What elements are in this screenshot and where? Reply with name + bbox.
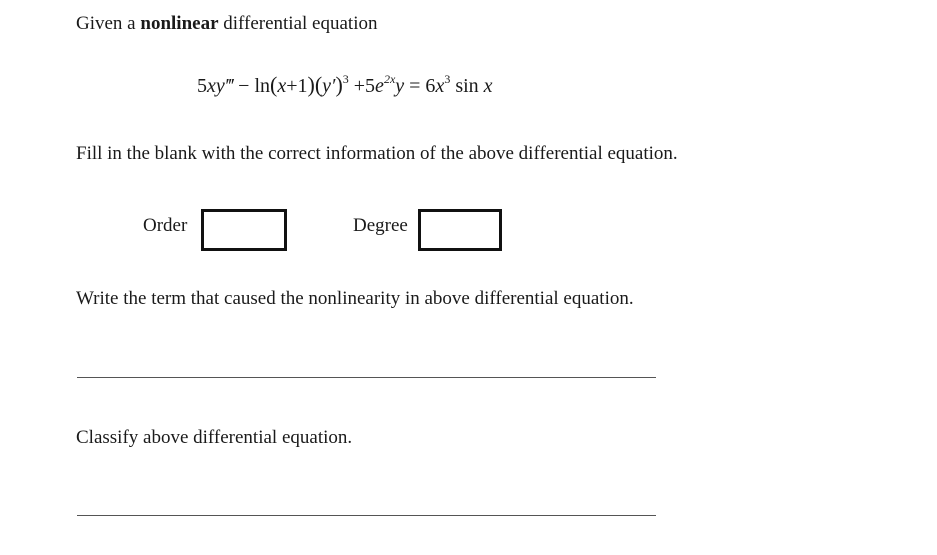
eq-lparen: ( [270, 72, 278, 97]
eq-exp3: 3 [342, 72, 349, 86]
eq-plus: +5 [348, 75, 376, 97]
eq-x2: x [435, 75, 445, 97]
order-answer-box[interactable] [201, 209, 287, 251]
nonlinear-term-answer-line[interactable] [77, 377, 656, 378]
eq-x: x [277, 75, 287, 97]
eq-rparen: ) [307, 72, 315, 97]
eq-rparen2: ) [335, 72, 343, 97]
eq-y: y [395, 75, 405, 97]
degree-answer-box[interactable] [418, 209, 502, 251]
eq-exp3b: 3 [444, 72, 451, 86]
intro-text [76, 13, 377, 35]
eq-plus1: +1 [286, 75, 308, 97]
eq-term1: xy [207, 75, 225, 97]
eq-sin: sin [450, 75, 484, 97]
eq-coef1: 5 [197, 75, 207, 97]
eq-primes: ‴ [224, 75, 234, 97]
nonlinear-term-prompt: Write the term that caused the nonlinearity in above differential equation. [76, 288, 634, 309]
degree-label: Degree [353, 215, 408, 236]
eq-exp2x: 2x [383, 72, 396, 86]
eq-lparen2: ( [314, 72, 323, 97]
eq-minus: − [233, 75, 255, 97]
classify-prompt: Classify above differential equation. [76, 427, 353, 448]
order-label: Order [143, 215, 188, 236]
eq-yprime: y′ [322, 75, 336, 97]
intro-suffix: differential equation [218, 13, 378, 34]
differential-equation [197, 72, 493, 99]
intro-bold-word: nonlinear [140, 13, 219, 34]
classify-answer-line[interactable] [77, 515, 656, 516]
intro-prefix: Given a [76, 13, 141, 34]
eq-e: e [375, 75, 384, 97]
eq-equals: = 6 [404, 75, 436, 97]
eq-ln: ln [254, 75, 271, 97]
eq-x3: x [483, 75, 493, 97]
fill-instruction: Fill in the blank with the correct information of the above differential equation. [76, 143, 678, 164]
